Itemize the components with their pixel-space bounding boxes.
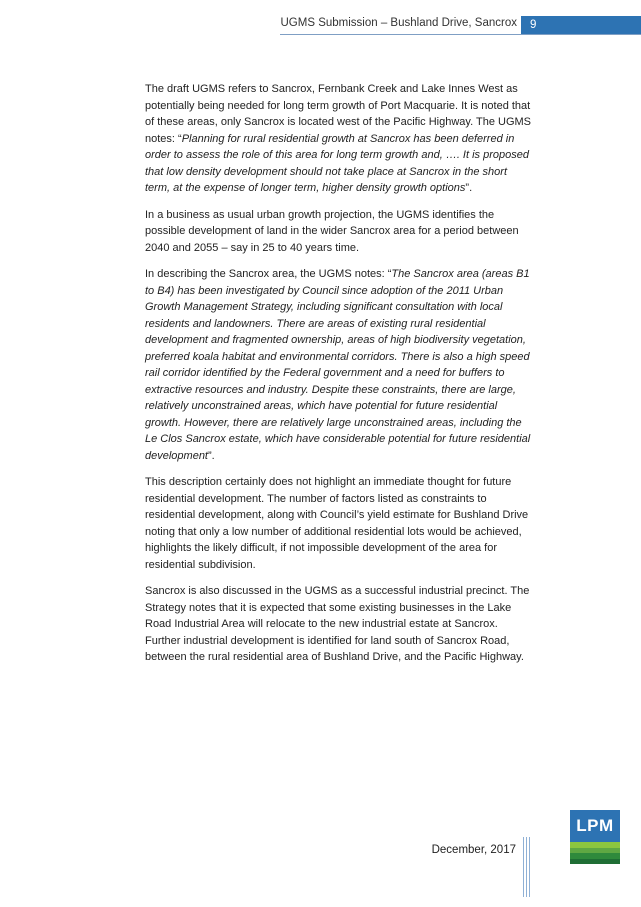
- quoted-text: The Sancrox area (areas B1 to B4) has been investigated by Council since adoption of the 2011 Urban Growth Management Strategy, including significant consultation with local residents and landowners. There are areas of existing rural residential development and fragmented ownership, areas of high biodiversity vegetation, preferred koala habitat and environmental corridors. There is also a high speed rail corridor identified by the Federal government and a need for buffers to extractive resources and industry. Despite these constraints, there are large, relatively unconstrained areas, which have potential for future residential growth. However, there are relatively large unconstrained areas, including the Le Clos Sancrox estate, which have considerable potential for future residential development: [145, 268, 531, 462]
- header-title: UGMS Submission – Bushland Drive, Sancrox: [280, 17, 517, 29]
- footer-date: December, 2017: [431, 844, 516, 856]
- paragraph-text: This description certainly does not highlight an immediate thought for future residential development. The number of factors listed as constraints to residential development, along with Council’s yield estimate for Bushland Drive noting that only a low number of additional residential lots would be achieved, highlights the likely difficult, if not impossible development of the area for residential subdivision.: [145, 476, 529, 571]
- page-number: 9: [521, 16, 641, 34]
- paragraph: [145, 583, 531, 666]
- paragraph-text: Sancrox is also discussed in the UGMS as a successful industrial precinct. The Strategy notes that it is expected that some existing businesses in the Lake Road Industrial Area will relocate to the new industrial estate at Sancrox. Further industrial development is identified for land south of Sancrox Road, between the rural residential area of Bushland Drive, and the Pacific Highway.: [145, 585, 530, 663]
- footer-decorative-lines: [523, 837, 533, 897]
- logo-stripe: [570, 859, 620, 865]
- paragraph-text: In a business as usual urban growth projection, the UGMS identifies the possible development of land in the wider Sancrox area for a period between 2040 and 2055 – say in 25 to 40 years time.: [145, 208, 519, 254]
- logo-text: LPM: [570, 810, 620, 842]
- document-body: [145, 81, 531, 676]
- page-header: [0, 0, 641, 40]
- quoted-text: Planning for rural residential growth at Sancrox has been deferred in order to assess the role of this area for long term growth and, …. It is proposed that low density development should not take place at Sancrox in the short term, at the expense of longer term, higher density growth options: [145, 132, 529, 194]
- paragraph-text: In describing the Sancrox area, the UGMS notes: “: [145, 268, 392, 280]
- paragraph: [145, 266, 531, 464]
- paragraph-text: ”.: [465, 182, 473, 194]
- paragraph: [145, 81, 531, 197]
- logo-stripes: [570, 842, 620, 864]
- paragraph: [145, 207, 531, 257]
- paragraph-text: ”.: [208, 449, 215, 462]
- header-rule: [280, 34, 641, 35]
- lpm-logo: [570, 810, 620, 864]
- paragraph: [145, 474, 531, 573]
- paragraph-text: The draft UGMS refers to Sancrox, Fernbank Creek and Lake Innes West as potentially being needed for long term growth of Port Macquarie. It is noted that of these areas, only Sancrox is located west of the Pacific Highway. The UGMS notes: “: [145, 83, 531, 145]
